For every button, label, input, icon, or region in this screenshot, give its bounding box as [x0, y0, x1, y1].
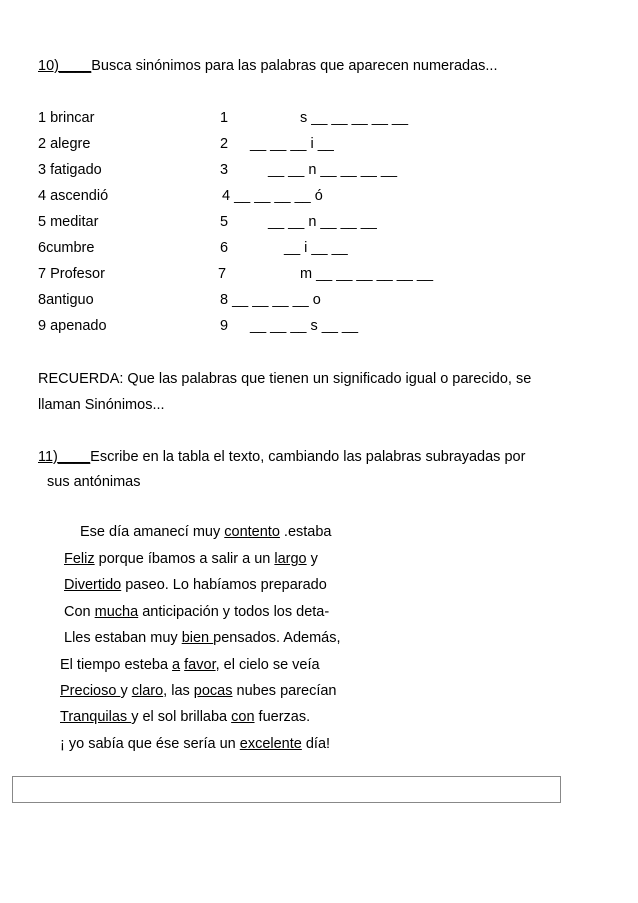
- list-item-word: 7 Profesor: [38, 266, 105, 282]
- answer-table[interactable]: [12, 776, 561, 803]
- list-item-pattern: 8 __ __ __ __ o: [220, 292, 321, 308]
- list-item-word: 2 alegre: [38, 136, 91, 152]
- recuerda-note-line-1: RECUERDA: Que las palabras que tienen un significado igual o parecido, se: [38, 371, 532, 387]
- underlined-word: excelente: [239, 736, 302, 752]
- underlined-word: claro: [131, 683, 164, 699]
- list-item-number: 9: [220, 318, 229, 334]
- text-line: Feliz porque íbamos a salir a un largo y: [64, 551, 318, 567]
- list-item-number: 6: [220, 240, 229, 256]
- recuerda-note-line-2: llaman Sinónimos...: [38, 397, 165, 413]
- text-line: Lles estaban muy bien pensados. Además,: [64, 630, 341, 646]
- text-line: Con mucha anticipación y todos los deta-: [64, 604, 330, 620]
- underlined-word: Precioso: [60, 683, 121, 699]
- list-item-word: 9 apenado: [38, 318, 107, 334]
- list-item-pattern: __ __ n __ __ __: [268, 214, 377, 230]
- answer-blank: ____: [57, 449, 91, 465]
- list-item-word: 6cumbre: [38, 240, 95, 256]
- answer-blank: ____: [58, 58, 92, 74]
- underlined-word: favor: [184, 657, 216, 673]
- list-item-word: 3 fatigado: [38, 162, 102, 178]
- underlined-word: con: [231, 709, 255, 725]
- underlined-word: bien: [181, 630, 214, 646]
- list-item-word: 5 meditar: [38, 214, 99, 230]
- list-item-pattern: __ __ __ s __ __: [250, 318, 359, 334]
- exercise-instruction-continued: sus antónimas: [47, 474, 141, 490]
- text-line: ¡ yo sabía que ése sería un excelente día!: [60, 736, 331, 752]
- list-item-word: 1 brincar: [38, 110, 95, 126]
- text-line: Ese día amanecí muy contento .estaba: [80, 524, 332, 540]
- list-item-pattern: 4 __ __ __ __ ó: [222, 188, 323, 204]
- text-line: Divertido paseo. Lo habíamos preparado: [64, 577, 327, 593]
- list-item-number: 1: [220, 110, 229, 126]
- exercise-10-heading: [38, 57, 497, 75]
- list-item-word: 4 ascendió: [38, 188, 109, 204]
- list-item-pattern: s __ __ __ __ __: [300, 110, 409, 126]
- exercise-instruction: Busca sinónimos para las palabras que aparecen numeradas...: [91, 58, 498, 74]
- text-line: Precioso y claro, las pocas nubes parecían: [60, 683, 337, 699]
- list-item-pattern: __ i __ __: [284, 240, 348, 256]
- exercise-number: 11): [38, 449, 58, 465]
- list-item-word: 8antiguo: [38, 292, 94, 308]
- exercise-number: 10): [38, 58, 59, 74]
- underlined-word: mucha: [94, 604, 139, 620]
- text-line: El tiempo esteba a favor, el cielo se veía: [60, 657, 320, 673]
- underlined-word: Feliz: [64, 551, 95, 567]
- list-item-number: 7: [218, 266, 227, 282]
- underlined-word: Tranquilas: [60, 709, 132, 725]
- underlined-word: largo: [274, 551, 307, 567]
- text-line: Tranquilas y el sol brillaba con fuerzas.: [60, 709, 311, 725]
- list-item-pattern: __ __ __ i __: [250, 136, 334, 152]
- underlined-word: pocas: [193, 683, 233, 699]
- exercise-instruction: Escribe en la tabla el texto, cambiando las palabras subrayadas por: [90, 449, 526, 465]
- underlined-word: contento: [224, 524, 280, 540]
- list-item-pattern: __ __ n __ __ __ __: [268, 162, 398, 178]
- underlined-word: Divertido: [64, 577, 122, 593]
- list-item-pattern: m __ __ __ __ __ __: [300, 266, 434, 282]
- list-item-number: 2: [220, 136, 229, 152]
- exercise-11-heading: [38, 448, 525, 466]
- list-item-number: 3: [220, 162, 229, 178]
- underlined-word: a: [172, 657, 181, 673]
- list-item-number: 5: [220, 214, 229, 230]
